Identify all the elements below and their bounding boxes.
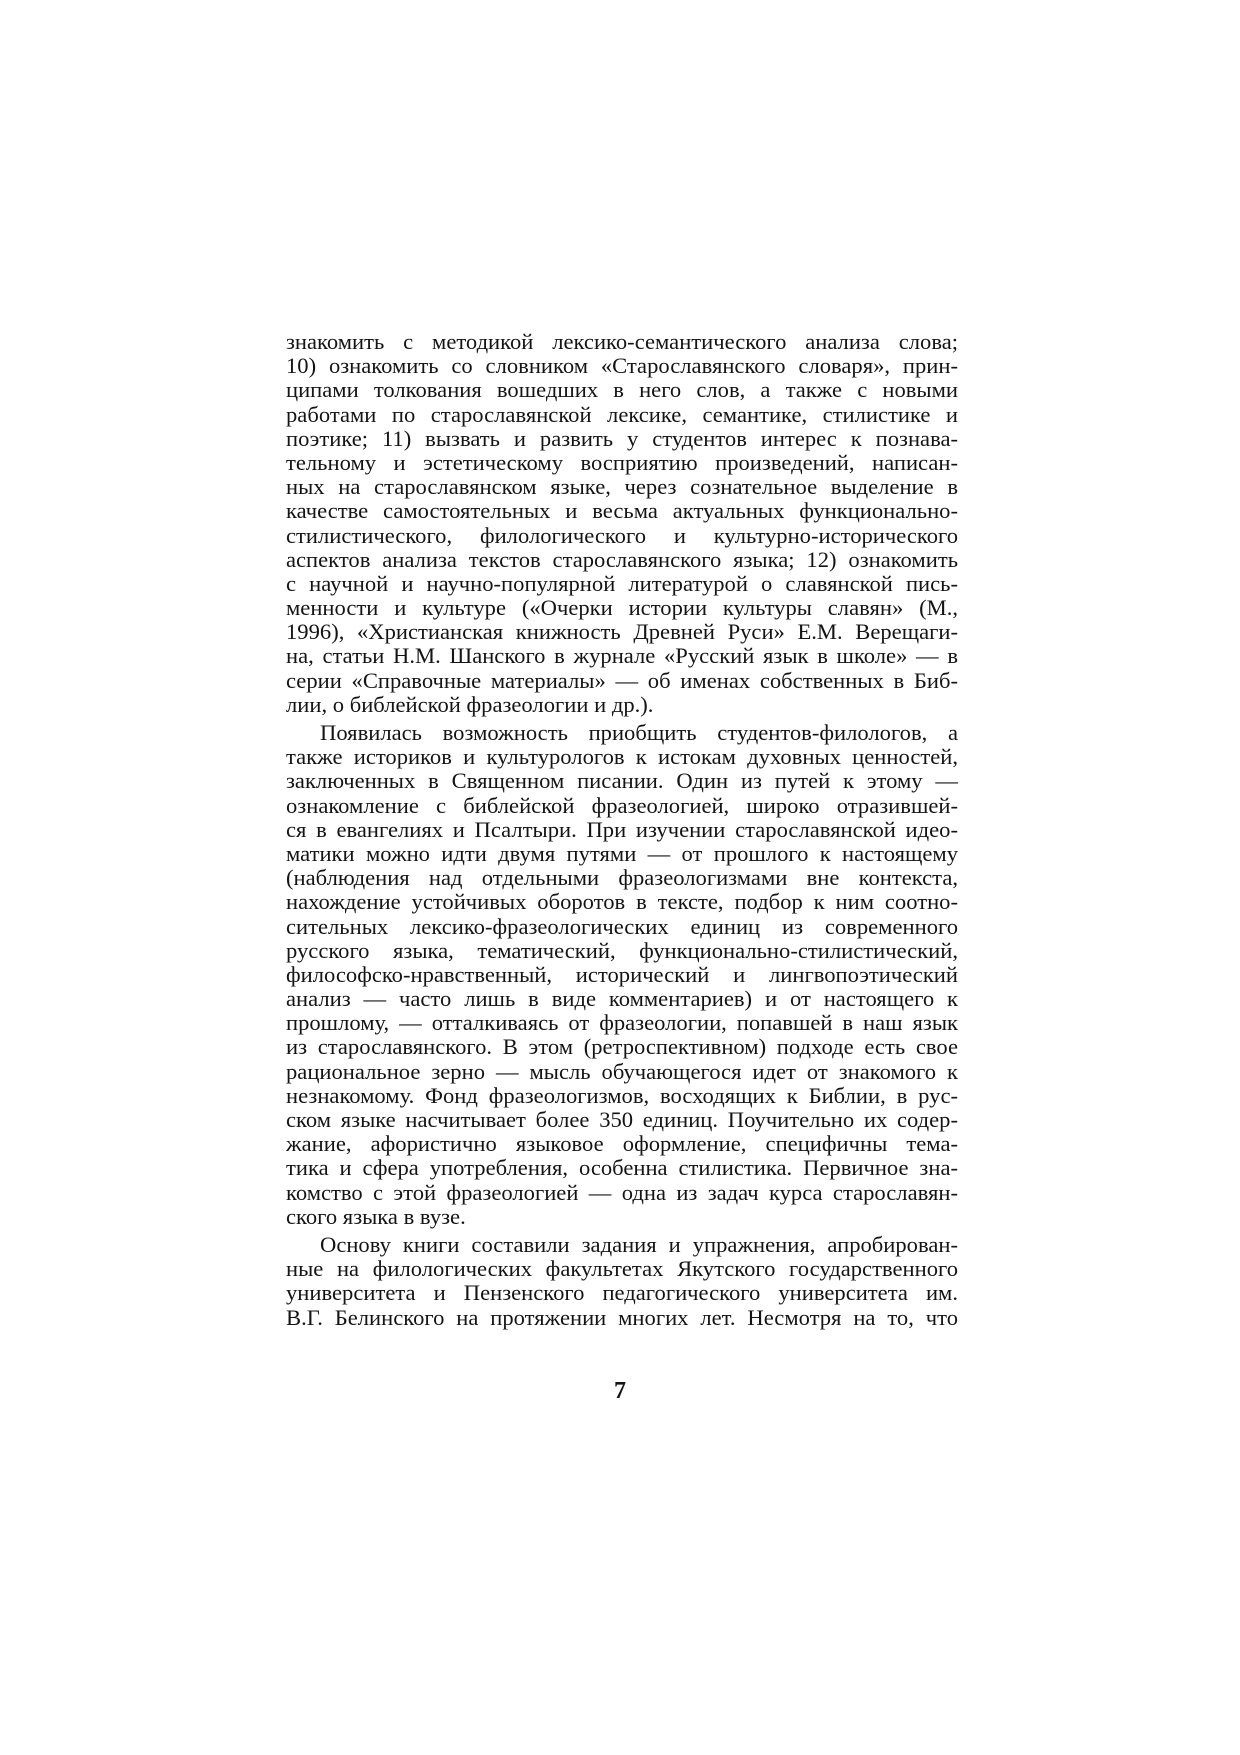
text-line: В.Г. Белинского на протяжении многих лет. Несмотря на то, что xyxy=(286,1304,958,1330)
text-line: лии, о библейской фразеологии и др.). xyxy=(286,691,654,717)
text-line: ципами толкования вошедших в него слов, а также с новыми xyxy=(286,377,958,403)
page-text-block xyxy=(286,330,958,1330)
text-line: жание, афористично языковое оформление, специфичны тема- xyxy=(286,1131,958,1157)
text-line: тельному и эстетическому восприятию произведений, написан- xyxy=(286,449,958,475)
text-line: ные на филологических факультетах Якутского государственного xyxy=(286,1256,958,1282)
text-line: ся в евангелиях и Псалтыри. При изучении старославянской идео- xyxy=(286,816,958,842)
text-line: серии «Справочные материалы» — об именах собственных в Биб- xyxy=(286,667,958,693)
text-line: поэтике; 11) вызвать и развить у студентов интерес к познава- xyxy=(286,425,958,451)
text-line: ского языка в вузе. xyxy=(286,1203,466,1229)
text-line: менности и культуре («Очерки истории культуры славян» (М., xyxy=(286,595,958,621)
text-line: анализ — часто лишь в виде комментариев) и от настоящего к xyxy=(286,986,958,1012)
text-line: также историков и культурологов к истокам духовных ценностей, xyxy=(286,744,958,770)
text-line: работами по старославянской лексике, семантике, стилистике и xyxy=(286,401,958,427)
page-number: 7 xyxy=(614,1378,626,1404)
paragraph-2 xyxy=(286,721,958,1229)
text-line: сительных лексико-фразеологических единиц из современного xyxy=(286,913,958,939)
text-line: на, статьи Н.М. Шанского в журнале «Русский язык в школе» — в xyxy=(286,643,958,669)
text-line: Появилась возможность приобщить студентов-филологов, а xyxy=(320,720,958,745)
text-line: стилистического, филологического и культурно-исторического xyxy=(286,522,958,548)
text-line: из старославянского. В этом (ретроспективном) подходе есть свое xyxy=(286,1034,958,1060)
text-line: с научной и научно-популярной литературой о славянской пись- xyxy=(286,570,958,596)
text-line: ных на старославянском языке, через сознательное выделение в xyxy=(286,474,958,500)
text-line: знакомить с методикой лексико-семантического анализа слова; xyxy=(286,329,958,354)
text-line: ознакомление с библейской фразеологией, широко отразившей- xyxy=(286,792,958,818)
text-line: (наблюдения над отдельными фразеологизмами вне контекста, xyxy=(286,865,958,891)
text-line: рациональное зерно — мысль обучающегося идет от знакомого к xyxy=(286,1058,958,1084)
text-line: русского языка, тематический, функционально-стилистический, xyxy=(286,937,958,963)
text-line: Основу книги составили задания и упражнения, апробирован- xyxy=(320,1231,958,1257)
paragraph-3 xyxy=(286,1233,958,1330)
text-line: философско-нравственный, исторический и лингвопоэтический xyxy=(286,961,958,987)
text-line: 10) ознакомить со словником «Старославянского словаря», прин- xyxy=(286,353,958,379)
text-line: прошлому, — отталкиваясь от фразеологии, попавшей в наш язык xyxy=(286,1010,958,1036)
paragraph-1 xyxy=(286,330,958,717)
text-line: заключенных в Священном писании. Один из путей к этому — xyxy=(286,768,958,794)
text-line: 1996), «Христианская книжность Древней Руси» Е.М. Верещаги- xyxy=(286,619,958,645)
text-line: университета и Пензенского педагогического университета им. xyxy=(286,1280,958,1306)
text-line: аспектов анализа текстов старославянского языка; 12) ознакомить xyxy=(286,546,958,572)
text-line: нахождение устойчивых оборотов в тексте, подбор к ним соотно- xyxy=(286,889,958,915)
text-line: качестве самостоятельных и весьма актуальных функционально- xyxy=(286,498,958,524)
text-line: незнакомому. Фонд фразеологизмов, восходящих к Библии, в рус- xyxy=(286,1082,958,1108)
text-line: тика и сфера употребления, особенна стилистика. Первичное зна- xyxy=(286,1155,958,1181)
text-line: ском языке насчитывает более 350 единиц. Поучительно их содер- xyxy=(286,1107,958,1132)
text-line: матики можно идти двумя путями — от прошлого к настоящему xyxy=(286,840,958,866)
text-line: комство с этой фразеологией — одна из задач курса старославян- xyxy=(286,1179,958,1205)
